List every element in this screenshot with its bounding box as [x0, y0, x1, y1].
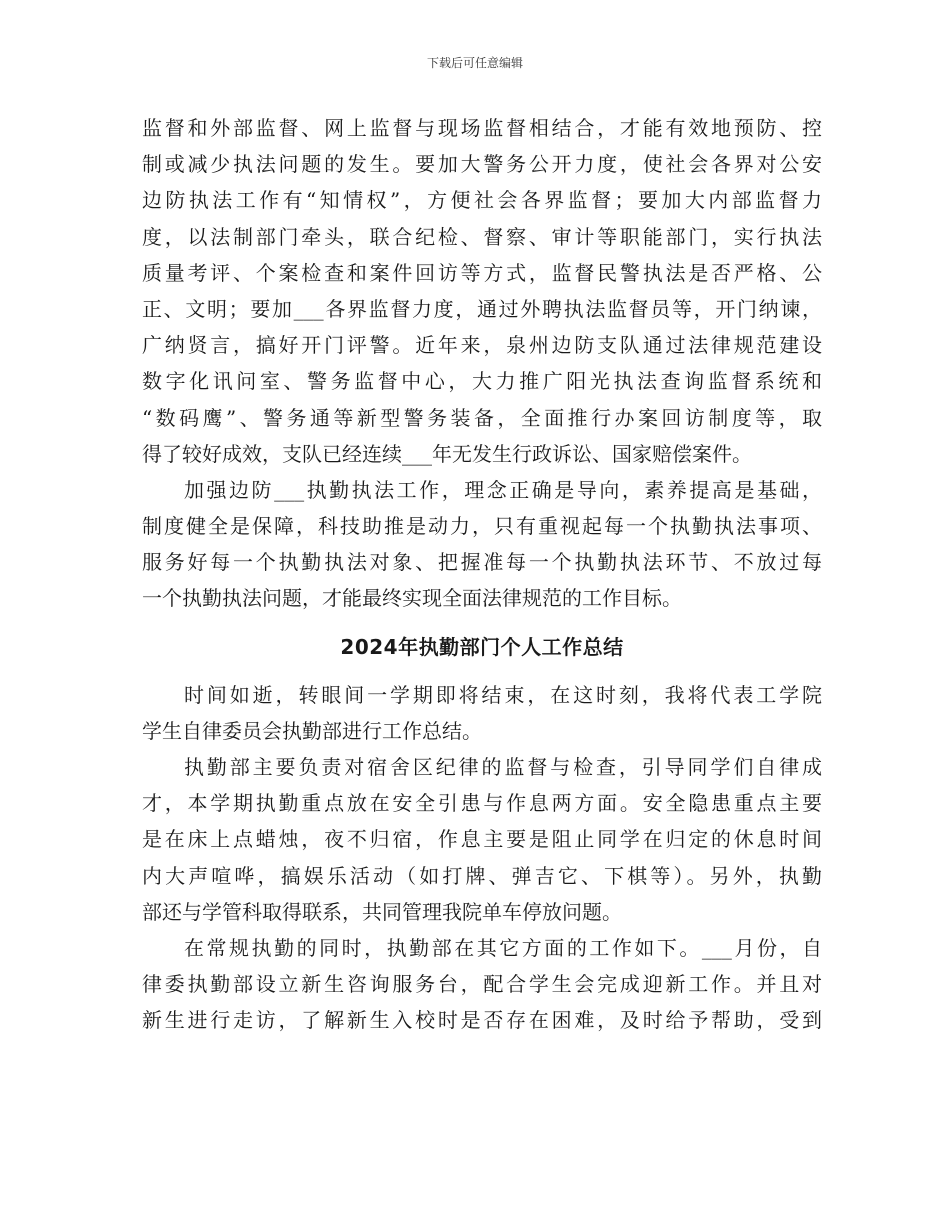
section-title: 2024年执勤部门个人工作总结 — [340, 634, 624, 659]
text-line: 监督和外部监督、网上监督与现场监督相结合，才能有效地预防、控 — [142, 116, 822, 140]
text-line: 加强边防___执勤执法工作，理念正确是导向，素养提高是基础， — [184, 477, 822, 502]
text-line: 一个执勤执法问题，才能最终实现全面法律规范的工作目标。 — [142, 586, 682, 611]
paragraph — [142, 110, 822, 472]
text-line: 在常规执勤的同时，执勤部在其它方面的工作如下。___月份，自 — [184, 935, 822, 960]
text-line: 学生自律委员会执勤部进行工作总结。 — [142, 718, 482, 743]
page-header: 下载后可任意编辑 — [426, 56, 523, 70]
text-line: 广纳贤言，搞好开门评警。近年来，泉州边防支队通过法律规范建设 — [142, 333, 822, 358]
text-line: 边防执法工作有“知情权”，方便社会各界监督；要加大内部监督力 — [142, 188, 822, 213]
paragraph — [142, 749, 822, 930]
document-body — [142, 110, 822, 1039]
text-line: 才，本学期执勤重点放在安全引患与作息两方面。安全隐患重点主要 — [142, 791, 822, 816]
paragraph — [142, 677, 822, 749]
paragraph — [142, 930, 822, 1039]
text-line: 数字化讯问室、警务监督中心，大力推广阳光执法查询监督系统和 — [142, 369, 822, 394]
text-line: 是在床上点蜡烛，夜不归宿，作息主要是阻止同学在归定的休息时间 — [142, 827, 822, 852]
text-line: 部还与学管科取得联系，共同管理我院单车停放问题。 — [142, 899, 622, 924]
text-line: 正、文明；要加___各界监督力度，通过外聘执法监督员等，开门纳谏， — [142, 296, 822, 321]
text-line: 新生进行走访，了解新生入校时是否存在困难，及时给予帮助，受到 — [142, 1008, 822, 1033]
text-line: 质量考评、个案检查和案件回访等方式，监督民警执法是否严格、公 — [142, 260, 822, 285]
text-line: 制或减少执法问题的发生。要加大警务公开力度，使社会各界对公安 — [142, 152, 822, 177]
text-line: 制度健全是保障，科技助推是动力，只有重视起每一个执勤执法事项、 — [142, 514, 822, 539]
paragraph — [142, 472, 822, 617]
text-line: 服务好每一个执勤执法对象、把握准每一个执勤执法环节、不放过每 — [142, 550, 822, 575]
text-line: “数码鹰”、警务通等新型警务装备，全面推行办案回访制度等，取 — [142, 405, 822, 430]
text-line: 度，以法制部门牵头，联合纪检、督察、审计等职能部门，实行执法 — [142, 224, 822, 249]
text-line: 执勤部主要负责对宿舍区纪律的监督与检查，引导同学们自律成 — [184, 755, 822, 779]
text-line: 时间如逝，转眼间一学期即将结束，在这时刻，我将代表工学院 — [184, 682, 822, 707]
text-line: 律委执勤部设立新生咨询服务台，配合学生会完成迎新工作。并且对 — [142, 972, 822, 997]
text-line: 得了较好成效，支队已经连续___年无发生行政诉讼、国家赔偿案件。 — [142, 441, 752, 466]
text-line: 内大声喧哗，搞娱乐活动（如打牌、弹吉它、下棋等）。另外，执勤 — [142, 863, 822, 888]
